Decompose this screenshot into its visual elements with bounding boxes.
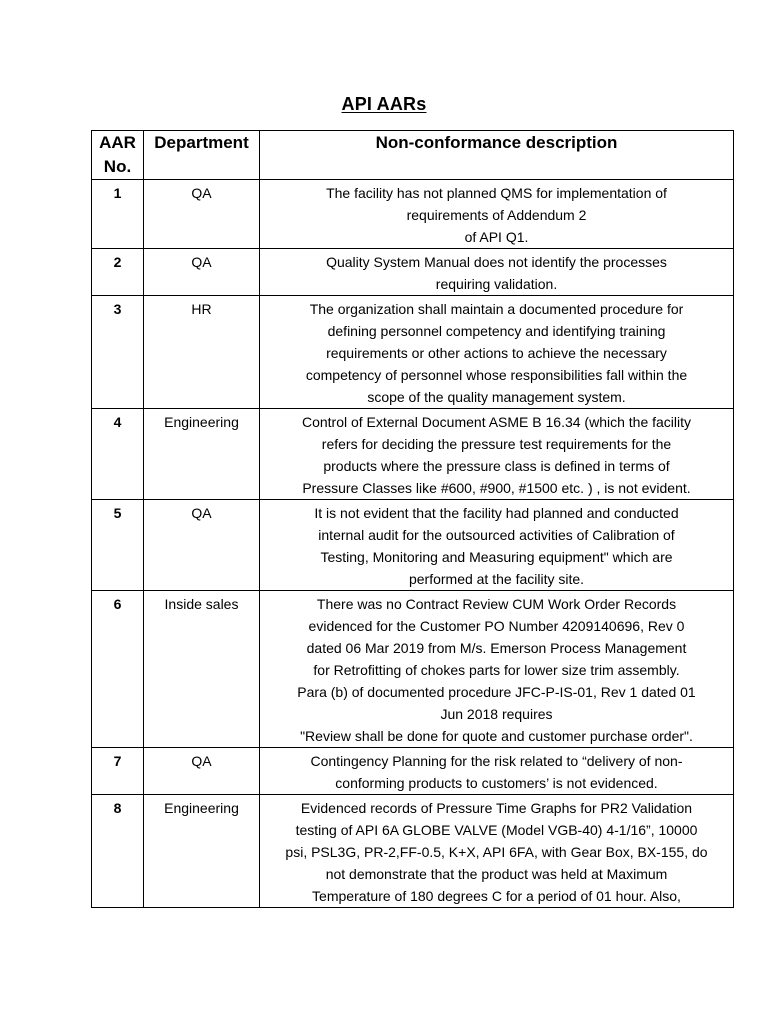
description-line: Quality System Manual does not identify the processes [326,254,667,270]
table-row [92,748,734,795]
department-cell: Engineering [144,409,260,500]
page-title: API AARs [341,94,427,114]
description-line: The facility has not planned QMS for implementation of [326,185,667,201]
table-body [92,180,734,908]
description-cell [260,180,734,249]
description-line: competency of personnel whose responsibilities fall within the [305,367,688,383]
aar-number-cell: 3 [92,296,144,409]
description-line: not demonstrate that the product was held at Maximum [325,866,668,882]
department-cell: QA [144,180,260,249]
description-cell [260,591,734,748]
description-line: Contingency Planning for the risk related to “delivery of non- [310,753,683,769]
description-line: performed at the facility site. [408,571,585,587]
description-line: Testing, Monitoring and Measuring equipment" which are [320,549,673,565]
header-aar-no-line2: No. [103,157,132,176]
description-line: "Review shall be done for quote and customer purchase order". [300,728,693,744]
table-row [92,249,734,296]
department-cell: QA [144,748,260,795]
table-row [92,500,734,591]
description-line: requiring validation. [435,276,558,292]
table-row [92,296,734,409]
description-cell [260,748,734,795]
description-line: Para (b) of documented procedure JFC-P-IS-01, Rev 1 dated 01 [297,684,696,700]
aar-number-cell: 4 [92,409,144,500]
description-line: requirements or other actions to achieve the necessary [326,345,667,361]
table-header-row [92,131,734,180]
description-line: Control of External Document ASME B 16.34 (which the facility [301,414,692,430]
aar-number-cell: 2 [92,249,144,296]
department-cell: HR [144,296,260,409]
department-cell: QA [144,500,260,591]
description-line: requirements of Addendum 2 [406,207,587,223]
table-row [92,180,734,249]
description-line: for Retrofitting of chokes parts for lower size trim assembly. [313,662,680,678]
description-line: internal audit for the outsourced activities of Calibration of [318,527,675,543]
header-aar-no [92,131,144,180]
aar-number-cell: 1 [92,180,144,249]
description-line: defining personnel competency and identifying training [327,323,666,339]
description-line: evidenced for the Customer PO Number 4209140696, Rev 0 [308,618,685,634]
description-line: Pressure Classes like #600, #900, #1500 etc. ) , is not evident. [302,480,691,496]
description-line: products where the pressure class is defined in terms of [323,458,670,474]
description-line: of API Q1. [464,229,529,245]
table-row [92,795,734,908]
aar-number-cell: 5 [92,500,144,591]
description-line: It is not evident that the facility had planned and conducted [314,505,679,521]
department-cell: QA [144,249,260,296]
description-line: The organization shall maintain a documented procedure for [309,301,684,317]
aar-table [91,130,734,908]
table-row [92,591,734,748]
description-cell [260,795,734,908]
description-line: psi, PSL3G, PR-2,FF-0.5, K+X, API 6FA, with Gear Box, BX-155, do [285,844,708,860]
description-line: Temperature of 180 degrees C for a period of 01 hour. Also, [312,888,681,904]
description-line: scope of the quality management system. [367,389,626,405]
description-cell [260,296,734,409]
description-line: Jun 2018 requires [440,706,553,722]
description-line: conforming products to customers’ is not evidenced. [335,775,658,791]
description-cell [260,249,734,296]
header-description: Non-conformance description [260,131,734,180]
table-row [92,409,734,500]
aar-number-cell: 8 [92,795,144,908]
description-line: There was no Contract Review CUM Work Order Records [316,596,677,612]
header-aar-no-line1: AAR [99,133,136,152]
department-cell: Inside sales [144,591,260,748]
department-cell: Engineering [144,795,260,908]
description-line: Evidenced records of Pressure Time Graphs for PR2 Validation [300,800,693,816]
description-cell [260,500,734,591]
header-department: Department [144,131,260,180]
description-line: testing of API 6A GLOBE VALVE (Model VGB-40) 4-1/16”, 10000 [295,822,698,838]
description-line: refers for deciding the pressure test requirements for the [321,436,672,452]
description-cell [260,409,734,500]
description-line: dated 06 Mar 2019 from M/s. Emerson Process Management [306,640,687,656]
aar-number-cell: 7 [92,748,144,795]
aar-number-cell: 6 [92,591,144,748]
